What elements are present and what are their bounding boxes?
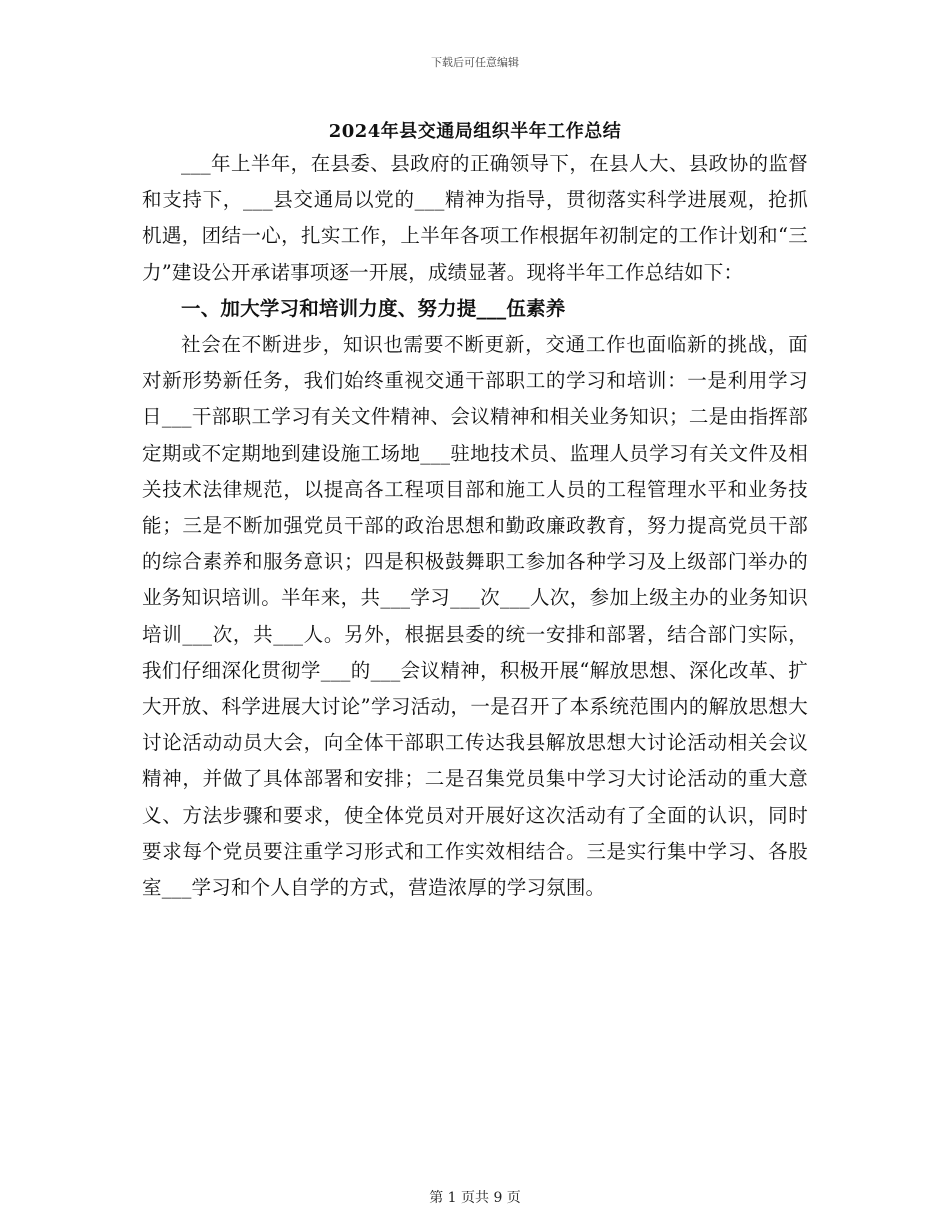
page-footer: 第 1 页共 9 页	[429, 1190, 521, 1206]
intro-paragraph: ___年上半年，在县委、县政府的正确领导下，在县人大、县政协的监督和支持下，___县交通局以党的___精神为指导，贯彻落实科学进展观，抢抓机遇，团结一心，扎实工作，上半年各项工作根据年初制定的工作计划和“三力”建设公开承诺事项逐一开展，成绩显著。现将半年工作总结如下：	[142, 152, 808, 284]
document-body	[142, 146, 808, 906]
header-note: 下载后可任意编辑	[431, 56, 519, 69]
document-title: 2024年县交通局组织半年工作总结	[328, 121, 622, 142]
section-paragraph: 社会在不断进步，知识也需要不断更新，交通工作也面临新的挑战，面对新形势新任务，我们始终重视交通干部职工的学习和培训：一是利用学习日___干部职工学习有关文件精神、会议精神和相关业务知识；二是由指挥部定期或不定期地到建设施工场地___驻地技术员、监理人员学习有关文件及相关技术法律规范，以提高各工程项目部和施工人员的工程管理水平和业务技能；三是不断加强党员干部的政治思想和勤政廉政教育，努力提高党员干部的综合素养和服务意识；四是积极鼓舞职工参加各种学习及上级部门举办的业务知识培训。半年来，共___学习___次___人次，参加上级主办的业务知识培训___次，共___人。另外，根据县委的统一安排和部署，结合部门实际，我们仔细深化贯彻学___的___会议精神，积极开展“解放思想、深化改革、扩大开放、科学进展大讨论”学习活动，一是召开了本系统范围内的解放思想大讨论活动动员大会，向全体干部职工传达我县解放思想大讨论活动相关会议精神，并做了具体部署和安排；二是召集党员集中学习大讨论活动的重大意义、方法步骤和要求，使全体党员对开展好这次活动有了全面的认识，同时要求每个党员要注重学习形式和工作实效相结合。三是实行集中学习、各股室___学习和个人自学的方式，营造浓厚的学习氛围。	[142, 333, 808, 900]
section-heading: 一、加大学习和培训力度、努力提___伍素养	[181, 296, 566, 320]
